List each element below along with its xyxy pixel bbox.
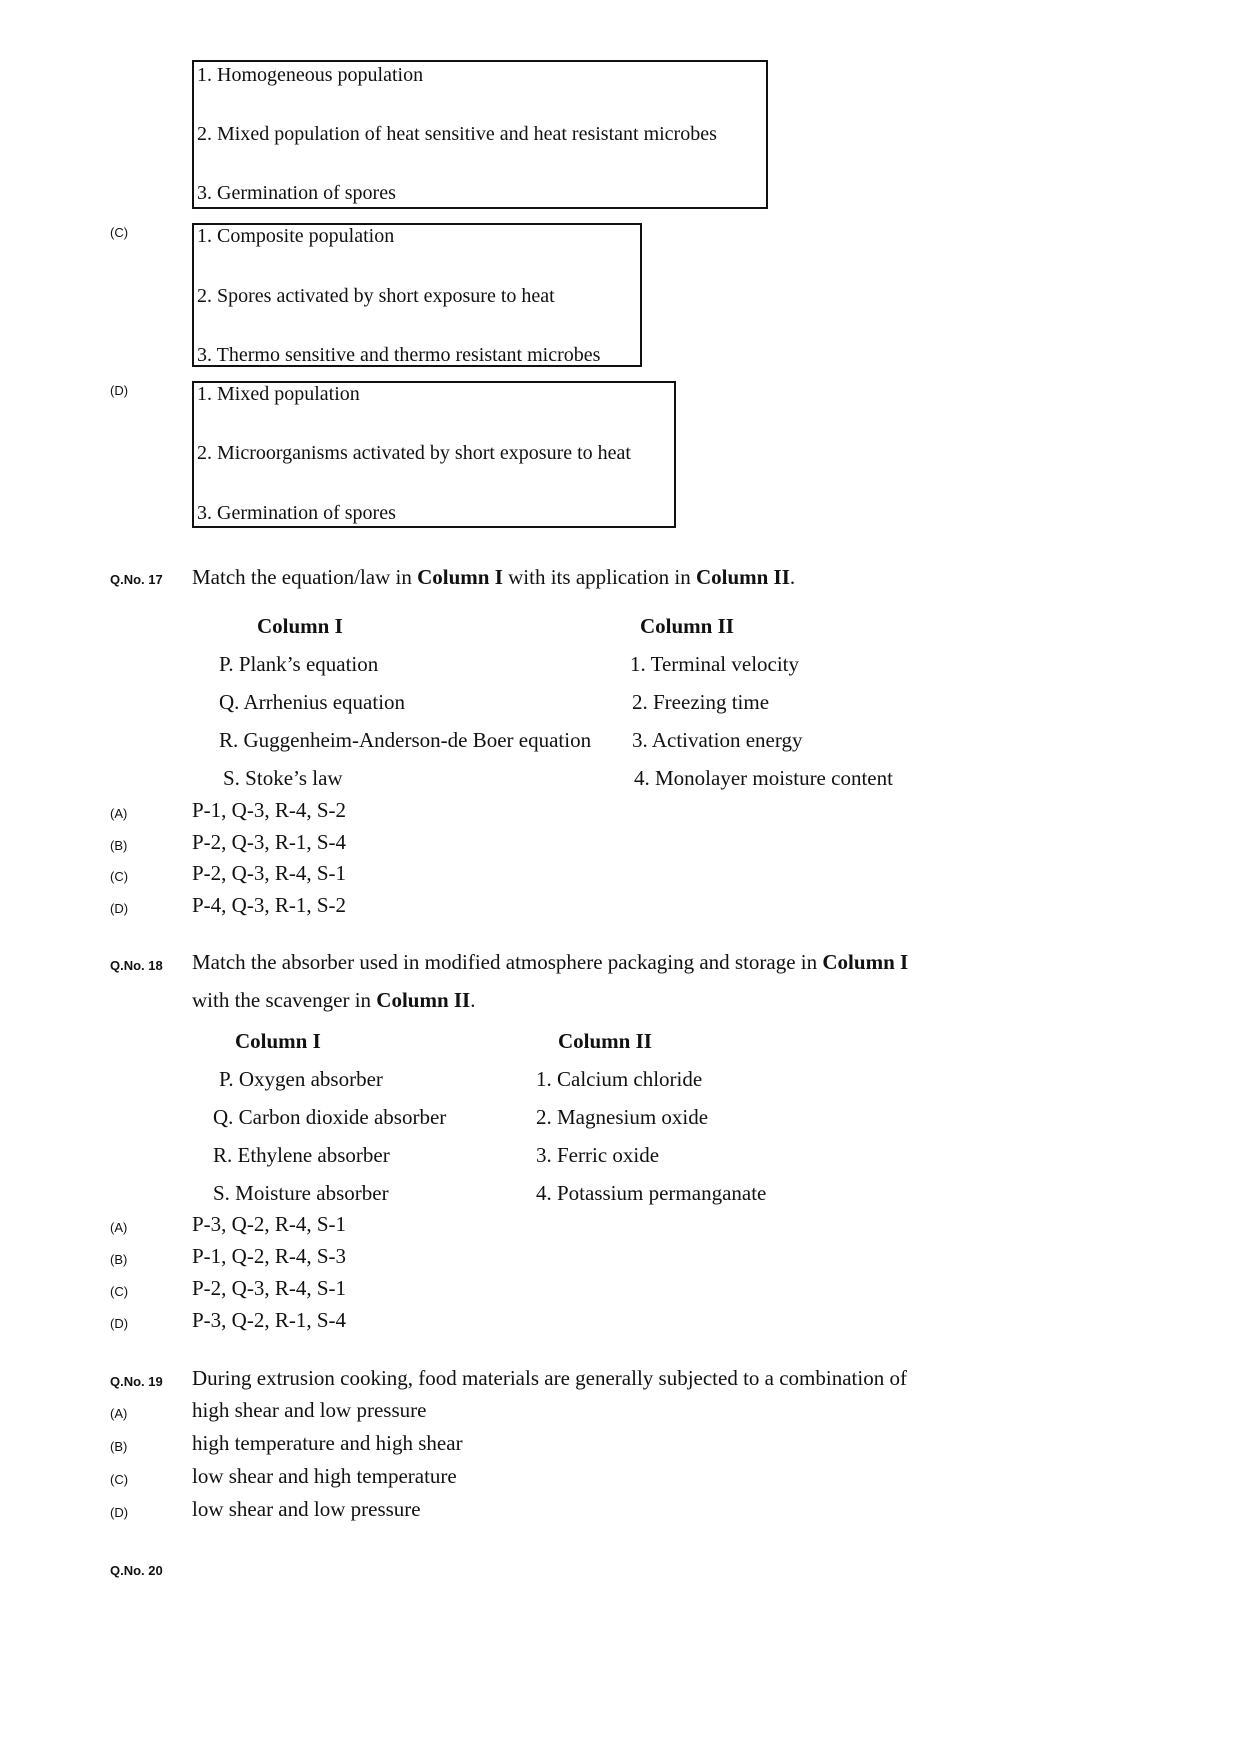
column-ii-item: 3. Ferric oxide [536, 1143, 660, 1167]
option-b-box [192, 60, 768, 209]
question-number: Q.No. 19 [110, 1374, 163, 1389]
column-ii-item: 4. Potassium permanganate [536, 1181, 767, 1205]
box-line: 1. Homogeneous population [197, 64, 424, 86]
column-i-item: R. Guggenheim-Anderson-de Boer equation [219, 728, 592, 752]
question-number: Q.No. 20 [110, 1563, 163, 1578]
option-text[interactable]: P-1, Q-3, R-4, S-2 [192, 798, 347, 822]
option-label: (C) [110, 1472, 129, 1487]
option-c-label: (C) [110, 225, 129, 240]
question-stem: Match the equation/law in Column I with its application in Column II. [192, 565, 796, 589]
option-label: (A) [110, 1220, 128, 1235]
option-label: (C) [110, 1284, 129, 1299]
option-text[interactable]: low shear and high temperature [192, 1464, 457, 1488]
option-label: (B) [110, 838, 128, 853]
column-i-item: S. Stoke’s law [223, 766, 343, 790]
column-ii-item: 3. Activation energy [632, 728, 803, 752]
box-line: 3. Germination of spores [197, 182, 396, 204]
option-label: (B) [110, 1439, 128, 1454]
column-ii-item: 1. Calcium chloride [536, 1067, 703, 1091]
option-d-box [192, 381, 676, 528]
option-text[interactable]: high temperature and high shear [192, 1431, 463, 1455]
question-number: Q.No. 18 [110, 958, 163, 973]
option-text[interactable]: P-1, Q-2, R-4, S-3 [192, 1244, 347, 1268]
option-label: (D) [110, 1316, 129, 1331]
question-stem-continued: with the scavenger in Column II. [192, 988, 476, 1012]
option-label: (C) [110, 869, 129, 884]
option-d-label: (D) [110, 383, 129, 398]
option-label: (D) [110, 1505, 129, 1520]
option-label: (B) [110, 1252, 128, 1267]
box-line: 3. Thermo sensitive and thermo resistant microbes [197, 344, 601, 366]
option-label: (A) [110, 806, 128, 821]
column-i-item: S. Moisture absorber [213, 1181, 389, 1205]
option-text[interactable]: P-4, Q-3, R-1, S-2 [192, 893, 347, 917]
column-i-heading: Column I [257, 614, 343, 638]
column-ii-item: 2. Magnesium oxide [536, 1105, 709, 1129]
box-line: 1. Mixed population [197, 383, 360, 405]
option-text[interactable]: P-3, Q-2, R-1, S-4 [192, 1308, 347, 1332]
option-text[interactable]: P-2, Q-3, R-1, S-4 [192, 830, 347, 854]
column-ii-heading: Column II [558, 1029, 652, 1053]
column-i-item: P. Plank’s equation [219, 652, 379, 676]
option-text[interactable]: high shear and low pressure [192, 1398, 427, 1422]
box-line: 2. Microorganisms activated by short exposure to heat [197, 442, 631, 464]
column-ii-item: 2. Freezing time [632, 690, 770, 714]
column-i-item: Q. Carbon dioxide absorber [213, 1105, 447, 1129]
box-line: 2. Mixed population of heat sensitive and heat resistant microbes [197, 123, 717, 145]
option-label: (A) [110, 1406, 128, 1421]
question-number: Q.No. 17 [110, 572, 163, 587]
option-c-box [192, 223, 642, 367]
column-i-item: Q. Arrhenius equation [219, 690, 406, 714]
column-ii-heading: Column II [640, 614, 734, 638]
column-ii-item: 4. Monolayer moisture content [634, 766, 893, 790]
column-i-item: R. Ethylene absorber [213, 1143, 390, 1167]
box-line: 2. Spores activated by short exposure to heat [197, 285, 555, 307]
question-stem: During extrusion cooking, food materials are generally subjected to a combination of [192, 1366, 907, 1390]
box-line: 1. Composite population [197, 225, 395, 247]
option-label: (D) [110, 901, 129, 916]
question-stem: Match the absorber used in modified atmosphere packaging and storage in Column I [192, 950, 909, 974]
column-i-item: P. Oxygen absorber [219, 1067, 383, 1091]
option-text[interactable]: P-2, Q-3, R-4, S-1 [192, 1276, 347, 1300]
box-line: 3. Germination of spores [197, 502, 396, 524]
option-text[interactable]: P-3, Q-2, R-4, S-1 [192, 1212, 347, 1236]
column-ii-item: 1. Terminal velocity [630, 652, 800, 676]
column-i-heading: Column I [235, 1029, 321, 1053]
option-text[interactable]: P-2, Q-3, R-4, S-1 [192, 861, 347, 885]
option-text[interactable]: low shear and low pressure [192, 1497, 421, 1521]
